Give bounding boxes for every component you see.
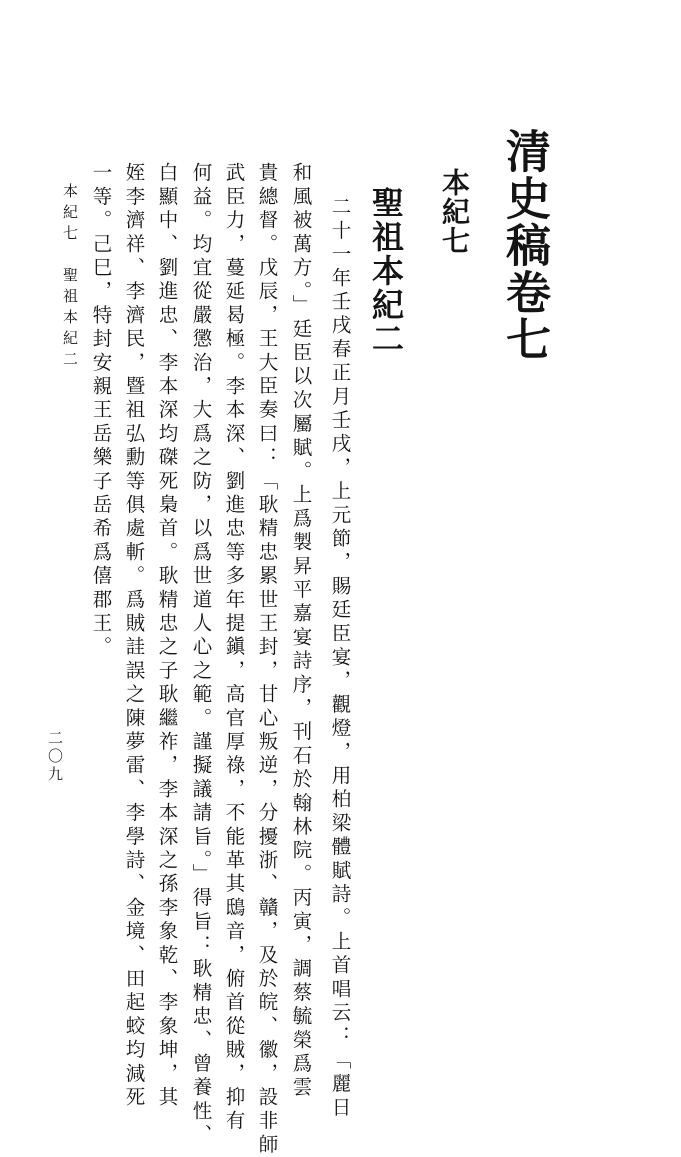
body-line: 姪李濟祥、李濟民，暨祖弘勳等俱處斬。爲賊詿誤之陳夢雷、李學詩、金境、田起蛟均減死	[122, 162, 146, 1110]
section-title: 聖祖本紀二	[367, 186, 405, 356]
chapter-label: 本紀七	[438, 168, 471, 255]
running-footer: 本紀七 聖祖本紀二	[61, 183, 79, 372]
body-line: 一等。己巳，特封安親王岳樂子岳希爲僖郡王。	[89, 162, 113, 660]
body-line: 二十一年壬戌春正月壬戌，上元節，賜廷臣宴，觀燈，用柏梁體賦詩。上首唱云：「麗日	[328, 196, 352, 1121]
body-line: 貴總督。戊辰，王大臣奏曰：「耿精忠累世王封，甘心叛逆，分擾浙、贛，及於皖、徽，設非師	[255, 162, 279, 1157]
body-line: 武臣力，蔓延曷極。李本深、劉進忠等多年提鎭，高官厚祿，不能革其鴟音，俯首從賊，抑有	[222, 162, 246, 1134]
page-number: 二〇九	[46, 730, 64, 784]
body-line: 何益。均宜從嚴懲治，大爲之防，以爲世道人心之範。謹擬議請旨。」得旨：耿精忠、曾養性、	[189, 162, 213, 1148]
body-line: 和風被萬方。」廷臣以次屬賦。上爲製昇平嘉宴詩序，刊石於翰林院。丙寅，調蔡毓榮爲雲	[289, 162, 313, 1101]
book-title: 清史稿卷七	[498, 128, 551, 363]
body-line: 白顯中、劉進忠、李本深均磔死梟首。耿精忠之子耿繼祚，李本深之孫李象乾、李象坤，其	[155, 162, 179, 1110]
